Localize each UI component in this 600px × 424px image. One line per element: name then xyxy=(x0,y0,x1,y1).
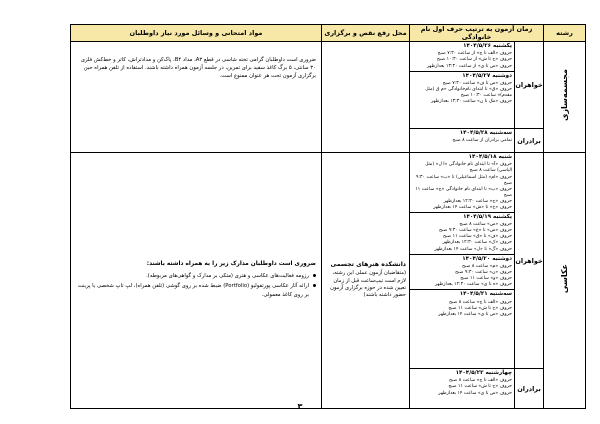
location-title: دانشکده هنرهای تجسمی xyxy=(330,261,406,269)
table-row xyxy=(71,42,586,129)
field-label: مجسمه‌سازی xyxy=(560,69,570,121)
materials-sculpture: ضروری است داوطلبان گرامی تخته شاسی در قطع A۳، مداد B۴، پاک‌کن و مدادتراش، کاتر و خط‌کش فلزی ۳۰ سانتی، ۵ برگ کاغذ سفید برای تمرین، در جلسه آزمون همراه داشته باشند. استفاده از تلفن همراه حین برگزاری آزمون تحت هر عنوان ممنوع است. xyxy=(71,42,322,153)
header-materials: مواد امتحانی و وسائل مورد نیاز داوطلبان xyxy=(71,25,322,42)
time-cell xyxy=(410,153,515,369)
page-number: ۳ xyxy=(297,402,303,411)
field-photography xyxy=(544,153,586,409)
day-block: یکشنبه ۱۴۰۴/۵/۱۹ حروف «ص» ساعت ۸ صبح حروف «ض» تا «غ» ساعت ۹:۳۰ صبح حروف «ف» تا «ق» ساعت ۱۱ صبح حروف «ک» ساعت ۱۲:۳۰ بعدازظهر حروف «گ» تا «ل» ساعت ۱۴ بعدازظهر xyxy=(410,213,514,255)
group-female: خواهران xyxy=(515,153,544,369)
header-location: محل رفع نقص و برگزاری xyxy=(322,25,410,42)
time-cell xyxy=(410,42,515,129)
time-cell xyxy=(410,129,515,153)
location-photography xyxy=(322,153,410,409)
table-row xyxy=(71,153,586,369)
field-sculpture xyxy=(544,42,586,153)
location-sculpture xyxy=(322,42,410,153)
group-female: خواهران xyxy=(515,42,544,129)
materials-title: ضروری است داوطلبان مدارک زیر را به همراه داشته باشند: xyxy=(146,261,316,268)
day-block: یکشنبه ۱۴۰۴/۵/۲۶ حروف «الف تا ج» از ساعت ۷:۳۰ صبح حروف «ح تا ش» از ساعت ۱۰:۳۰ صبح حروف «ص تا ی» از ساعت ۱۳:۳۰ بعدازظهر xyxy=(410,42,514,72)
day-block: دوشنبه ۱۴۰۴/۵/۲۷ حروف «ص تا ف» ساعت ۷:۳۰ صبح حروف «ق» تا ابتدای نام‌خانوادگی «م ق (مثل مقدم)» ساعت ۱۰:۳۰ صبح حروف «مک تا ن» ساعت ۱۳:۳۰ بعدازظهر xyxy=(425,72,513,105)
day-block: سه‌شنبه ۱۴۰۴/۵/۲۱ حروف «الف تا ج» ساعت ۸ صبح حروف «ح تا ش» ساعت ۱۱ صبح حروف «ص تا ی» ساعت ۱۴ بعدازظهر xyxy=(438,291,513,317)
day-block: دوشنبه ۱۴۰۴/۵/۲۰ حروف «م» ساعت ۸ صبح حروف «ن» ساعت ۹:۳۰ صبح حروف «و» ساعت ۱۱ صبح حروف «ه تا ی» ساعت ۱۲:۳۰ بعدازظهر xyxy=(410,255,514,291)
header-time: زمان آزمون به ترتیب حرف اول نام خانوادگی xyxy=(410,25,544,42)
day-block: شنبه ۱۴۰۴/۵/۱۸ حروف «آ» تا ابتدای نام خانوادگی «ا ل» (مثل الیاسی) ساعت ۸ صبح حروف «ام» (مثل اسماعیلی) تا «ب» ساعت ۹:۳۰ صبح حروف «پ» تا ابتدای نام خانوادگی «ج» ساعت ۱۱ صبح حروف «ح» ساعت ۱۲:۳۰ بعدازظهر حروف «خ» تا «ش» ساعت ۱۴ بعدازظهر xyxy=(410,153,514,213)
materials-photography xyxy=(71,153,322,409)
location-note: (متقاضیان آزمون عملی این رشته، لازم است تیپ‌ساعت قبل از زمان تعیین شده در حوزه برگزاری آزمون حضور داشته باشند) xyxy=(330,270,406,299)
group-male: برادران xyxy=(515,129,544,153)
list-item: ارائه آثار عکاسی پورتفولیو (Portfolio) ضبط شده بر روی گوشی (تلفن همراه)، لپ تاپ شخصی یا پرینت بر روی کاغذ معمولی. xyxy=(76,282,316,298)
list-item: رزومه فعالیت‌های عکاسی و هنری (متکی بر مدارک و گواهی‌های مربوطه). xyxy=(76,272,316,280)
field-label: عکاسی xyxy=(560,263,570,294)
day-block: چهارشنبه ۱۴۰۴/۵/۲۲ حروف «الف تا ج» ساعت ۸ صبح حروف «ح تا ش» ساعت ۱۱ صبح حروف «ص تا ی» ساعت ۱۴ بعدازظهر xyxy=(438,370,513,396)
table-header-row xyxy=(71,25,586,42)
schedule-table xyxy=(70,24,586,409)
group-male: برادران xyxy=(515,369,544,409)
day-block: سه‌شنبه ۱۴۰۴/۵/۲۸ تمامی برادران از ساعت ۸ صبح xyxy=(452,130,513,144)
header-field: رشته xyxy=(544,25,586,42)
